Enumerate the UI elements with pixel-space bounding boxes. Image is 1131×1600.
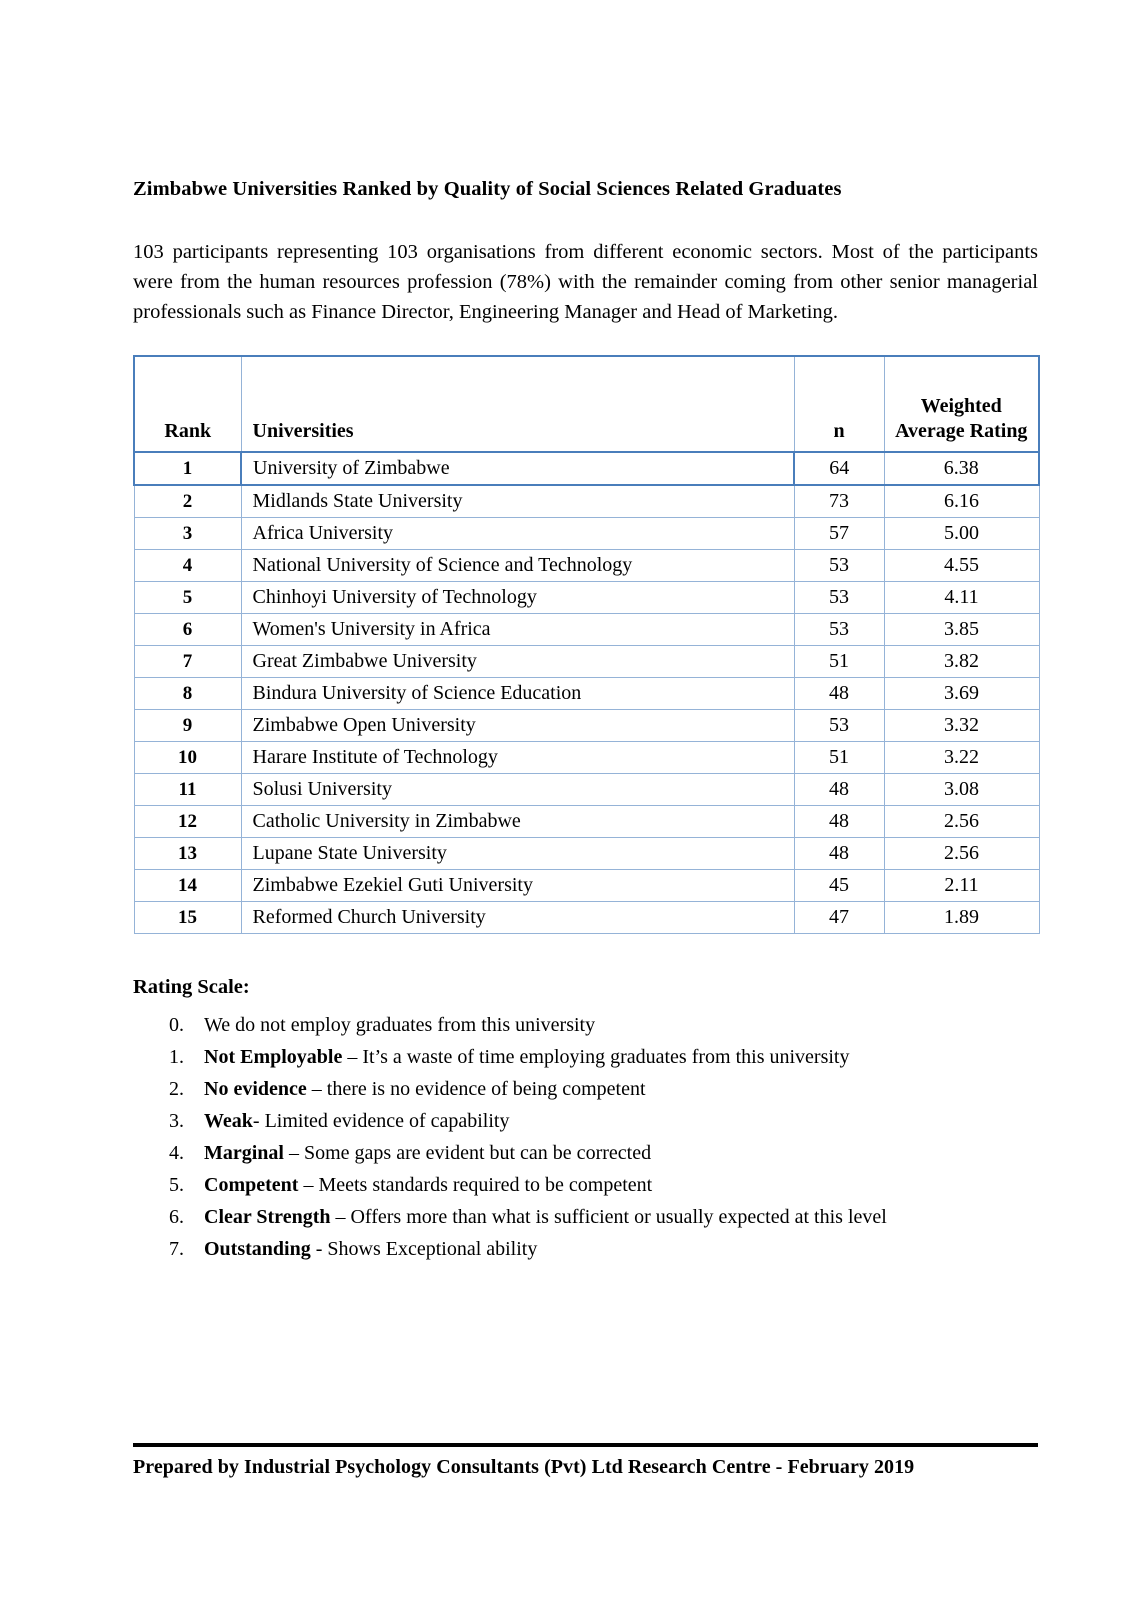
list-item xyxy=(133,1075,1038,1104)
cell-rating: 4.11 xyxy=(884,582,1039,614)
cell-university: University of Zimbabwe xyxy=(241,452,794,485)
cell-university: Women's University in Africa xyxy=(241,614,794,646)
cell-rank: 5 xyxy=(134,582,241,614)
cell-n: 53 xyxy=(794,550,884,582)
list-item-description: – there is no evidence of being competent xyxy=(306,1078,646,1101)
cell-university: Reformed Church University xyxy=(241,902,794,934)
cell-rank: 2 xyxy=(134,485,241,518)
table-row xyxy=(134,774,1039,806)
cell-university: Harare Institute of Technology xyxy=(241,742,794,774)
cell-rank: 12 xyxy=(134,806,241,838)
list-item-number: 1. xyxy=(169,1046,184,1069)
cell-university: Zimbabwe Open University xyxy=(241,710,794,742)
cell-n: 53 xyxy=(794,614,884,646)
cell-rating: 3.32 xyxy=(884,710,1039,742)
column-header-n: n xyxy=(794,356,884,452)
list-item-term: Not Employable xyxy=(204,1046,343,1069)
list-item-number: 5. xyxy=(169,1174,184,1197)
list-item-term: Outstanding xyxy=(204,1238,311,1261)
cell-university: Lupane State University xyxy=(241,838,794,870)
cell-rating: 3.22 xyxy=(884,742,1039,774)
list-item xyxy=(133,1107,1038,1136)
list-item xyxy=(133,1043,1038,1072)
cell-n: 73 xyxy=(794,485,884,518)
cell-rating: 2.56 xyxy=(884,838,1039,870)
cell-n: 48 xyxy=(794,838,884,870)
table-body xyxy=(134,452,1039,934)
list-item-description: - Limited evidence of capability xyxy=(252,1110,510,1133)
cell-n: 51 xyxy=(794,742,884,774)
table-row xyxy=(134,742,1039,774)
list-item-description: - Shows Exceptional ability xyxy=(310,1238,538,1261)
cell-rank: 10 xyxy=(134,742,241,774)
cell-rank: 1 xyxy=(134,452,241,485)
list-item-term: No evidence xyxy=(204,1078,307,1101)
table-row xyxy=(134,710,1039,742)
cell-university: Chinhoyi University of Technology xyxy=(241,582,794,614)
cell-rank: 8 xyxy=(134,678,241,710)
list-item xyxy=(133,1235,1038,1264)
cell-rank: 11 xyxy=(134,774,241,806)
cell-rating: 2.56 xyxy=(884,806,1039,838)
cell-university: Africa University xyxy=(241,518,794,550)
list-item-term: Competent xyxy=(204,1174,299,1197)
cell-rating: 3.08 xyxy=(884,774,1039,806)
table-header-row xyxy=(134,356,1039,452)
cell-rating: 6.16 xyxy=(884,485,1039,518)
list-item-description: – Offers more than what is sufficient or usually expected at this level xyxy=(330,1206,887,1229)
cell-n: 47 xyxy=(794,902,884,934)
cell-university: Bindura University of Science Education xyxy=(241,678,794,710)
cell-rank: 15 xyxy=(134,902,241,934)
cell-university: Midlands State University xyxy=(241,485,794,518)
cell-rank: 9 xyxy=(134,710,241,742)
cell-n: 48 xyxy=(794,806,884,838)
cell-rating: 2.11 xyxy=(884,870,1039,902)
list-item-description: We do not employ graduates from this university xyxy=(204,1014,596,1037)
cell-university: Catholic University in Zimbabwe xyxy=(241,806,794,838)
cell-university: Zimbabwe Ezekiel Guti University xyxy=(241,870,794,902)
cell-rank: 6 xyxy=(134,614,241,646)
university-ranking-table xyxy=(133,355,1040,934)
table-header xyxy=(134,356,1039,452)
list-item-number: 4. xyxy=(169,1142,184,1165)
column-header-universities: Universities xyxy=(241,356,794,452)
cell-n: 51 xyxy=(794,646,884,678)
cell-rating: 3.82 xyxy=(884,646,1039,678)
cell-university: National University of Science and Technology xyxy=(241,550,794,582)
list-item xyxy=(133,1139,1038,1168)
table-row xyxy=(134,485,1039,518)
table-row xyxy=(134,806,1039,838)
list-item-number: 2. xyxy=(169,1078,184,1101)
list-item-number: 3. xyxy=(169,1110,184,1133)
cell-rating: 3.85 xyxy=(884,614,1039,646)
list-item-term: Weak xyxy=(204,1110,253,1133)
cell-n: 45 xyxy=(794,870,884,902)
cell-university: Great Zimbabwe University xyxy=(241,646,794,678)
table-row xyxy=(134,550,1039,582)
cell-rank: 3 xyxy=(134,518,241,550)
cell-rank: 13 xyxy=(134,838,241,870)
table-row xyxy=(134,646,1039,678)
table-row xyxy=(134,902,1039,934)
table-row xyxy=(134,582,1039,614)
list-item-description: – It’s a waste of time employing graduates from this university xyxy=(342,1046,850,1069)
cell-university: Solusi University xyxy=(241,774,794,806)
cell-rating: 6.38 xyxy=(884,452,1039,485)
table-row xyxy=(134,518,1039,550)
list-item-description: – Meets standards required to be competent xyxy=(298,1174,653,1197)
cell-n: 53 xyxy=(794,582,884,614)
cell-rating: 5.00 xyxy=(884,518,1039,550)
footer-text: Prepared by Industrial Psychology Consultants (Pvt) Ltd Research Centre - February 2019 xyxy=(133,1456,915,1478)
cell-rating: 4.55 xyxy=(884,550,1039,582)
table-row xyxy=(134,678,1039,710)
table-row xyxy=(134,452,1039,485)
cell-rating: 1.89 xyxy=(884,902,1039,934)
table-row xyxy=(134,870,1039,902)
list-item-number: 6. xyxy=(169,1206,184,1229)
list-item-term: Clear Strength xyxy=(204,1206,331,1229)
list-item-term: Marginal xyxy=(204,1142,284,1165)
rating-scale-heading: Rating Scale: xyxy=(133,976,250,999)
cell-rank: 7 xyxy=(134,646,241,678)
list-item-number: 0. xyxy=(169,1014,184,1037)
cell-n: 53 xyxy=(794,710,884,742)
list-item xyxy=(133,1203,1038,1232)
page-title: Zimbabwe Universities Ranked by Quality of Social Sciences Related Graduates xyxy=(133,178,842,200)
list-item-number: 7. xyxy=(169,1238,184,1261)
cell-rank: 14 xyxy=(134,870,241,902)
intro-paragraph: 103 participants representing 103 organisations from different economic sectors. Most of the participants were from the human resources profession (78%) with the remainder coming from other senior managerial professionals such as Finance Director, Engineering Manager and Head of Marketing. xyxy=(133,240,1038,323)
column-header-rank: Rank xyxy=(134,356,241,452)
document-content xyxy=(133,176,1038,1267)
list-item-description: – Some gaps are evident but can be corrected xyxy=(284,1142,652,1165)
rating-scale-list xyxy=(133,1011,1038,1264)
footer-divider xyxy=(133,1443,1038,1447)
list-item xyxy=(133,1011,1038,1040)
cell-n: 57 xyxy=(794,518,884,550)
cell-rating: 3.69 xyxy=(884,678,1039,710)
cell-n: 64 xyxy=(794,452,884,485)
column-header-rating: Weighted Average Rating xyxy=(884,356,1039,452)
table-row xyxy=(134,614,1039,646)
page-footer xyxy=(133,1443,1038,1479)
cell-n: 48 xyxy=(794,678,884,710)
list-item xyxy=(133,1171,1038,1200)
cell-rank: 4 xyxy=(134,550,241,582)
table-row xyxy=(134,838,1039,870)
cell-n: 48 xyxy=(794,774,884,806)
